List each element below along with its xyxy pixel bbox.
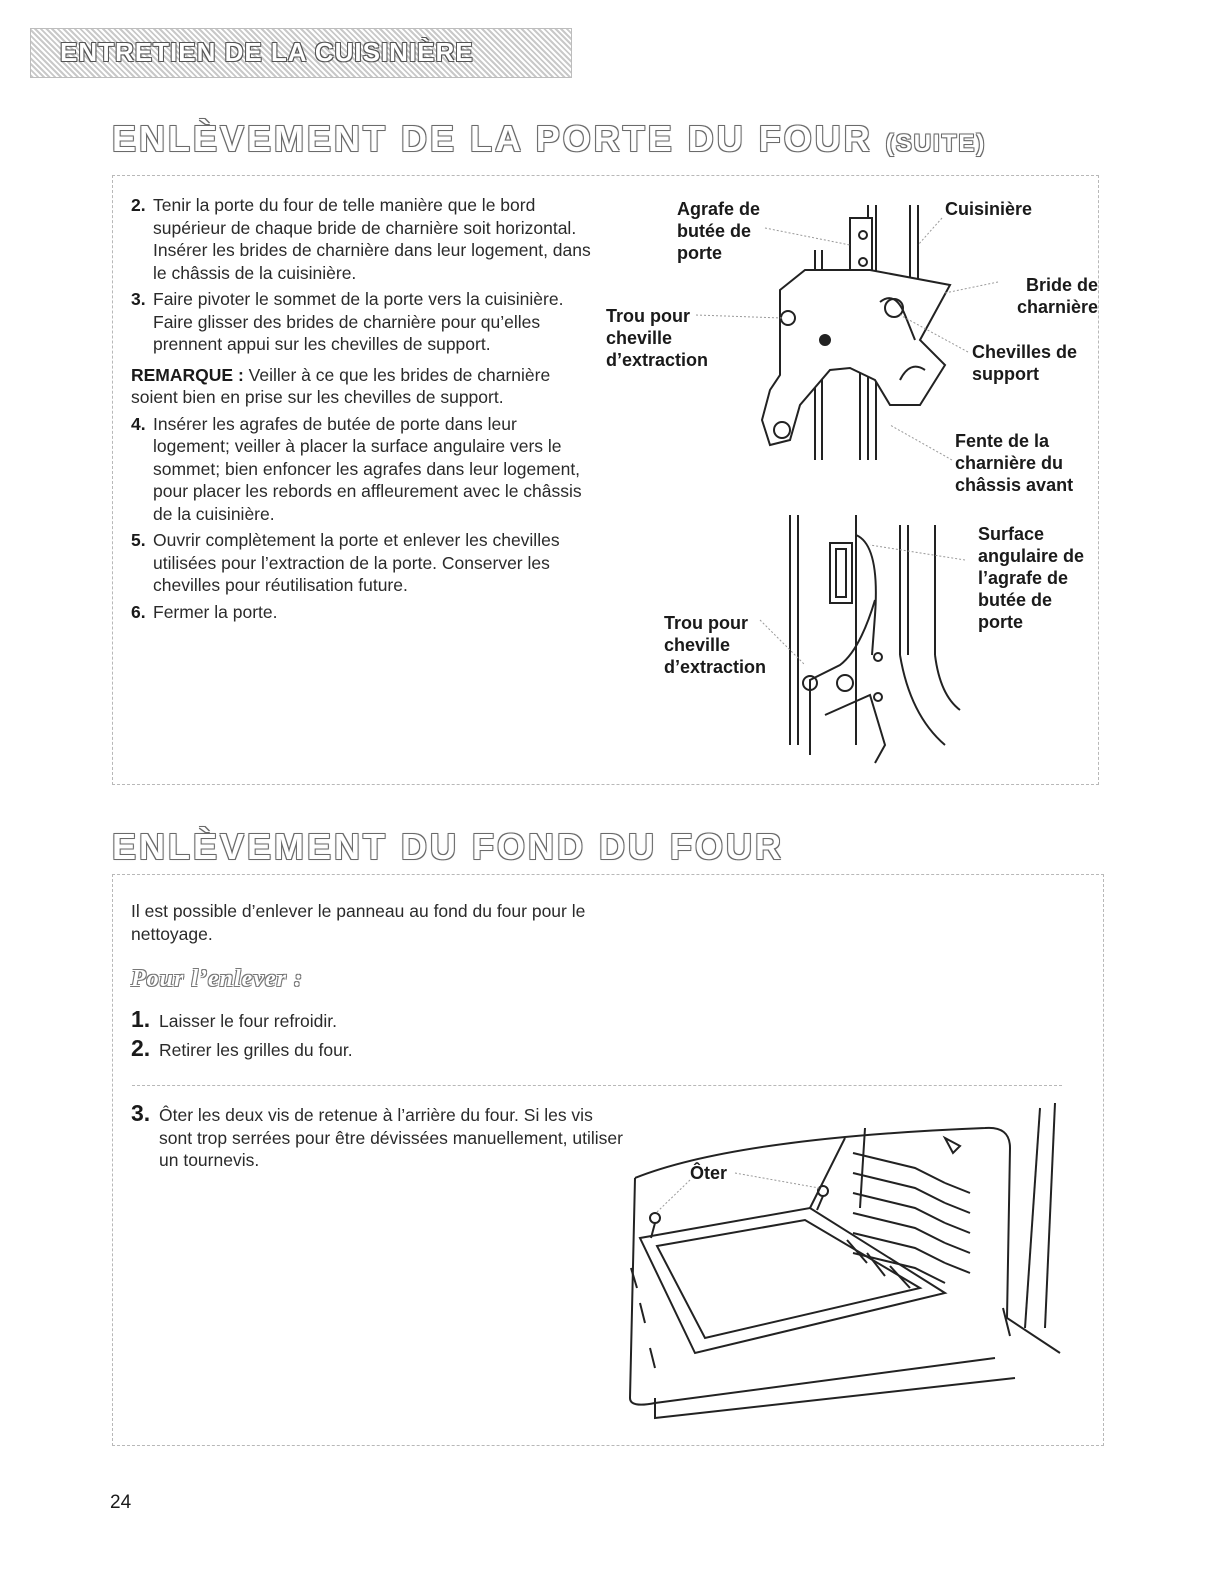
section-label: ENTRETIEN DE LA CUISINIÈRE <box>60 37 474 67</box>
step-text: Laisser le four refroidir. <box>159 1011 337 1031</box>
step-number: 1. <box>131 1006 151 1032</box>
step-number: 2. <box>131 1034 151 1061</box>
step-number: 5. <box>131 530 146 550</box>
step-text: Ôter les deux vis de retenue à l’arrière du four. Si les vis sont trop serrées pour être dévissées manuellement, utiliser un tournevis. <box>159 1105 623 1170</box>
step-3-bottom <box>131 1100 629 1172</box>
oven-interior-diagram <box>615 1098 1085 1423</box>
step-text: Tenir la porte du four de telle manière que le bord supérieur de chaque bride de charnière soit horizontal. Insérer les brides de charnière dans leur logement, dans le châssis de la cuisinière. <box>153 195 591 283</box>
label-bride: Bride de charnière <box>1016 275 1098 317</box>
step-text: Insérer les agrafes de butée de porte dans leur logement; veiller à placer la surface angulaire vers le sommet; bien enfoncer les agrafes dans leur logement, pour placer les rebords en affleurement avec le châssis de la cuisinière. <box>153 413 582 524</box>
subheading: Pour l’enlever : <box>131 966 303 992</box>
step-1 <box>131 1006 611 1033</box>
label-trou-2: Trou pour cheville d’extraction <box>664 613 767 677</box>
step-5 <box>131 529 596 597</box>
label-chevilles: Chevilles de support <box>972 342 1078 384</box>
step-2 <box>131 194 596 284</box>
step-4 <box>131 413 596 526</box>
step-6 <box>131 601 596 624</box>
label-agrafe: Agrafe de butée de porte <box>677 199 761 263</box>
step-number: 3. <box>131 289 146 309</box>
step-3 <box>131 288 596 356</box>
note <box>131 364 596 409</box>
step-text: Faire pivoter le sommet de la porte vers la cuisinière. Faire glisser des brides de charnière pour qu’elles prennent appui sur les chevilles de support. <box>153 289 564 354</box>
step-text: Fermer la porte. <box>153 601 278 622</box>
note-label: REMARQUE : <box>131 364 244 385</box>
step-number: 6. <box>131 601 146 622</box>
label-surface: Surface angulaire de l’agrafe de butée de porte <box>978 524 1085 632</box>
door-instructions <box>131 194 596 627</box>
label-fente: Fente de la charnière du châssis avant <box>955 431 1074 495</box>
bottom-steps <box>131 1006 611 1061</box>
section-title-suffix: (SUITE) <box>885 130 987 157</box>
section-title-door <box>112 118 986 160</box>
divider <box>132 1085 1062 1086</box>
section-title-text: ENLÈVEMENT DE LA PORTE DU FOUR <box>112 118 873 159</box>
step-number: 4. <box>131 413 146 434</box>
label-cuisiniere: Cuisinière <box>945 199 1033 219</box>
section-title-bottom: ENLÈVEMENT DU FOND DU FOUR <box>112 826 784 867</box>
step-text: Ouvrir complètement la porte et enlever les chevilles utilisées pour l’extraction de la porte. Conserver les chevilles pour réutilisation future. <box>153 530 560 595</box>
intro-text: Il est possible d’enlever le panneau au fond du four pour le nettoyage. <box>131 901 586 944</box>
label-oter: Ôter <box>690 1163 728 1183</box>
step-number: 2. <box>131 195 146 215</box>
step-number: 3. <box>131 1100 151 1126</box>
step-2-bottom <box>131 1034 611 1062</box>
note-text: Veiller à ce que les brides de charnière soient bien en prise sur les chevilles de support. <box>131 364 551 407</box>
step-text: Retirer les grilles du four. <box>159 1039 353 1060</box>
page-number: 24 <box>110 1492 132 1513</box>
label-trou-1: Trou pour cheville d’extraction <box>606 306 709 370</box>
